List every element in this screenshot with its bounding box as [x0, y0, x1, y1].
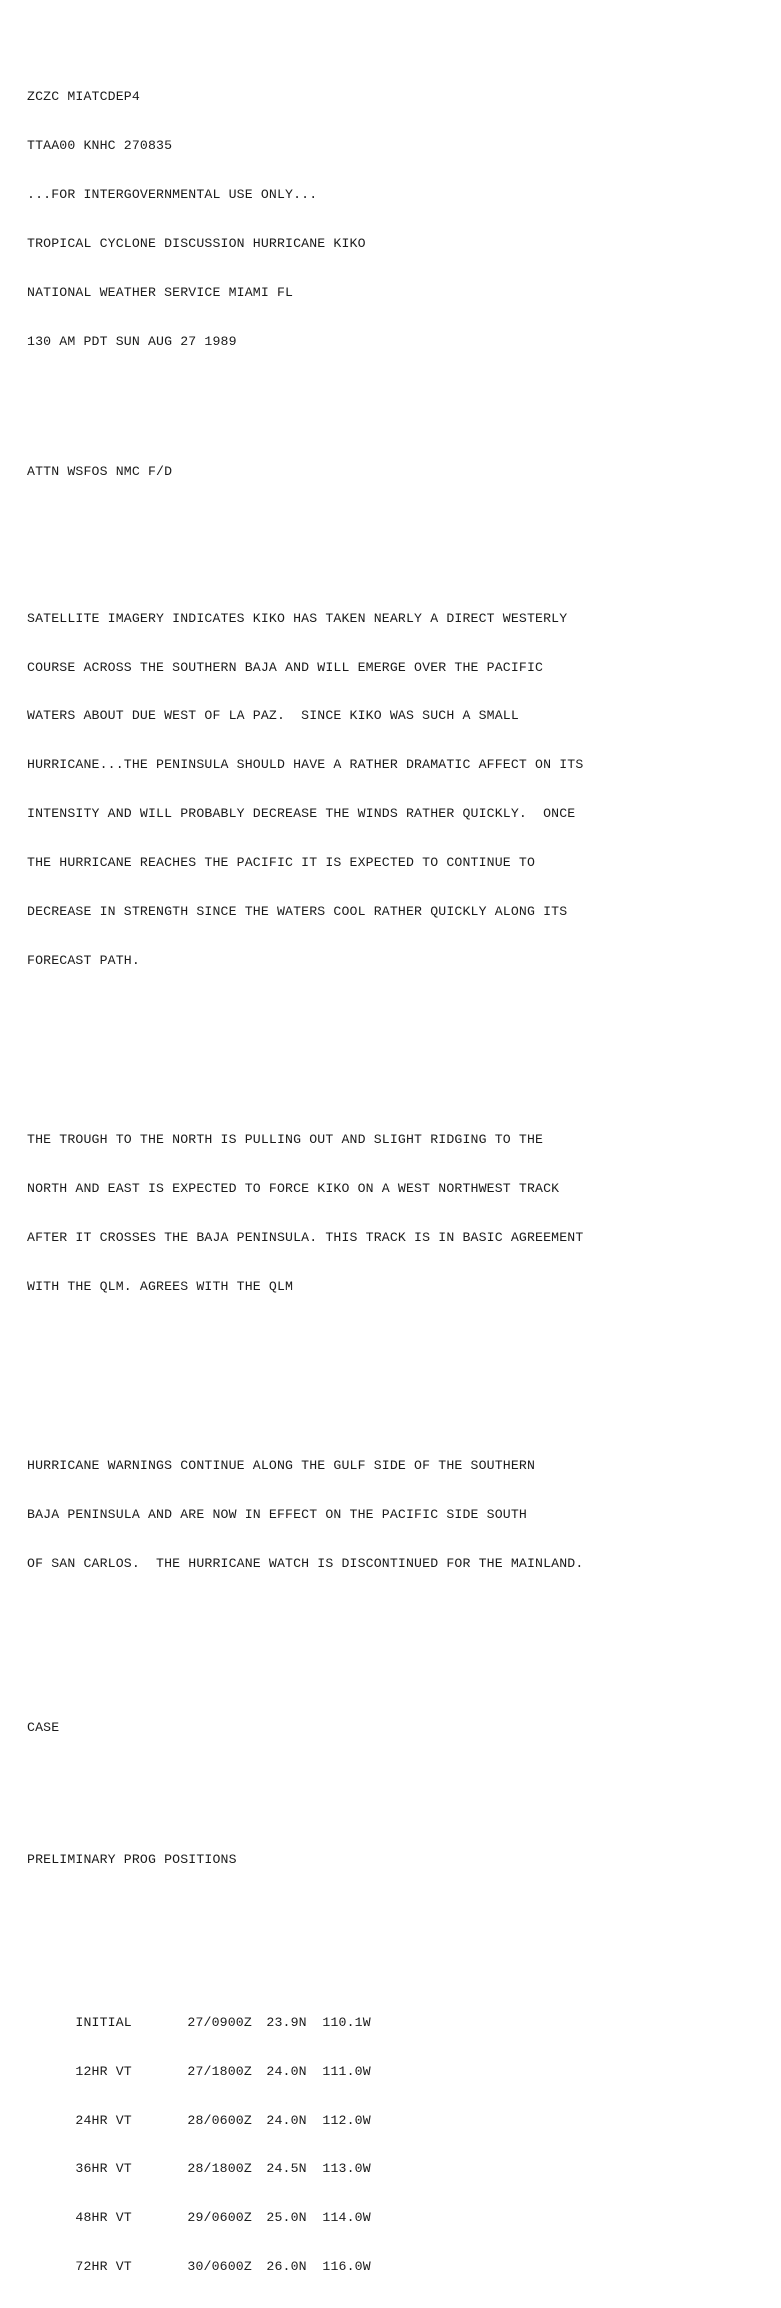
prog-lon: 114.0W [322, 2210, 371, 2226]
prog-lat: 23.9N [266, 2015, 307, 2031]
table-row [27, 2194, 767, 2226]
paragraph-line: THE TROUGH TO THE NORTH IS PULLING OUT AND SLIGHT RIDGING TO THE [27, 1132, 544, 1148]
prog-lon: 113.0W [322, 2161, 371, 2177]
paragraph-line: AFTER IT CROSSES THE BAJA PENINSULA. THIS TRACK IS IN BASIC AGREEMENT [27, 1229, 584, 1245]
paragraph-warnings [27, 1426, 767, 1605]
prog-lon: 111.0W [322, 2063, 371, 2079]
prog-lat: 24.0N [266, 2112, 307, 2128]
header-line: ...FOR INTERGOVERNMENTAL USE ONLY... [27, 186, 318, 202]
prog-title: PRELIMINARY PROG POSITIONS [27, 1852, 237, 1868]
prog-lat: 26.0N [266, 2258, 307, 2274]
prog-time: 30/0600Z [187, 2258, 252, 2274]
prog-lon: 112.0W [322, 2112, 371, 2128]
paragraph-line: BAJA PENINSULA AND ARE NOW IN EFFECT ON THE PACIFIC SIDE SOUTH [27, 1507, 527, 1523]
paragraph-line: COURSE ACROSS THE SOUTHERN BAJA AND WILL EMERGE OVER THE PACIFIC [27, 659, 544, 675]
prog-time: 28/0600Z [187, 2112, 252, 2128]
prog-lon: 110.1W [322, 2015, 371, 2031]
header-line: TROPICAL CYCLONE DISCUSSION HURRICANE KIKO [27, 235, 366, 251]
paragraph-line: DECREASE IN STRENGTH SINCE THE WATERS COOL RATHER QUICKLY ALONG ITS [27, 904, 568, 920]
prog-time: 28/1800Z [187, 2161, 252, 2177]
header-line: ZCZC MIATCDEP4 [27, 89, 140, 105]
prog-time: 29/0600Z [187, 2210, 252, 2226]
table-row [27, 2145, 767, 2177]
paragraph-line: THE HURRICANE REACHES THE PACIFIC IT IS EXPECTED TO CONTINUE TO [27, 855, 536, 871]
header-line: TTAA00 KNHC 270835 [27, 138, 173, 154]
prog-lon: 116.0W [322, 2258, 371, 2274]
table-row [27, 2048, 767, 2079]
paragraph-line: FORECAST PATH. [27, 952, 140, 968]
prog-lat: 25.0N [266, 2210, 307, 2226]
bulletin-header [27, 57, 767, 383]
table-row [27, 2096, 767, 2128]
forecaster-signature: CASE [27, 1720, 60, 1736]
attn-line: ATTN WSFOS NMC F/D [27, 464, 173, 480]
header-line: 130 AM PDT SUN AUG 27 1989 [27, 333, 237, 349]
prog-label: 36HR VT [75, 2161, 132, 2177]
prog-label: 48HR VT [75, 2210, 132, 2226]
table-row [27, 2243, 767, 2274]
paragraph-line: WITH THE QLM. AGREES WITH THE QLM [27, 1278, 294, 1294]
prog-lat: 24.0N [266, 2063, 307, 2079]
paragraph-line: HURRICANE...THE PENINSULA SHOULD HAVE A RATHER DRAMATIC AFFECT ON ITS [27, 757, 584, 773]
paragraph-line: WATERS ABOUT DUE WEST OF LA PAZ. SINCE KIKO WAS SUCH A SMALL [27, 708, 519, 724]
paragraph-line: INTENSITY AND WILL PROBABLY DECREASE THE WINDS RATHER QUICKLY. ONCE [27, 806, 576, 822]
paragraph-line: SATELLITE IMAGERY INDICATES KIKO HAS TAKEN NEARLY A DIRECT WESTERLY [27, 610, 568, 626]
discussion-document [27, 24, 767, 2308]
prog-time: 27/1800Z [187, 2063, 252, 2079]
prog-label: 12HR VT [75, 2063, 132, 2079]
prog-lat: 24.5N [266, 2161, 307, 2177]
paragraph-line: OF SAN CARLOS. THE HURRICANE WATCH IS DISCONTINUED FOR THE MAINLAND. [27, 1555, 584, 1571]
prog-time: 27/0900Z [187, 2015, 252, 2031]
prog-label: 24HR VT [75, 2112, 132, 2128]
paragraph-satellite [27, 578, 767, 1002]
paragraph-line: HURRICANE WARNINGS CONTINUE ALONG THE GULF SIDE OF THE SOUTHERN [27, 1458, 536, 1474]
prog-label: INITIAL [75, 2015, 132, 2031]
paragraph-line: NORTH AND EAST IS EXPECTED TO FORCE KIKO ON A WEST NORTHWEST TRACK [27, 1181, 560, 1197]
table-row [27, 1999, 767, 2031]
prog-table [27, 1966, 767, 2291]
header-line: NATIONAL WEATHER SERVICE MIAMI FL [27, 284, 294, 300]
paragraph-track [27, 1100, 767, 1328]
prog-label: 72HR VT [75, 2258, 132, 2274]
